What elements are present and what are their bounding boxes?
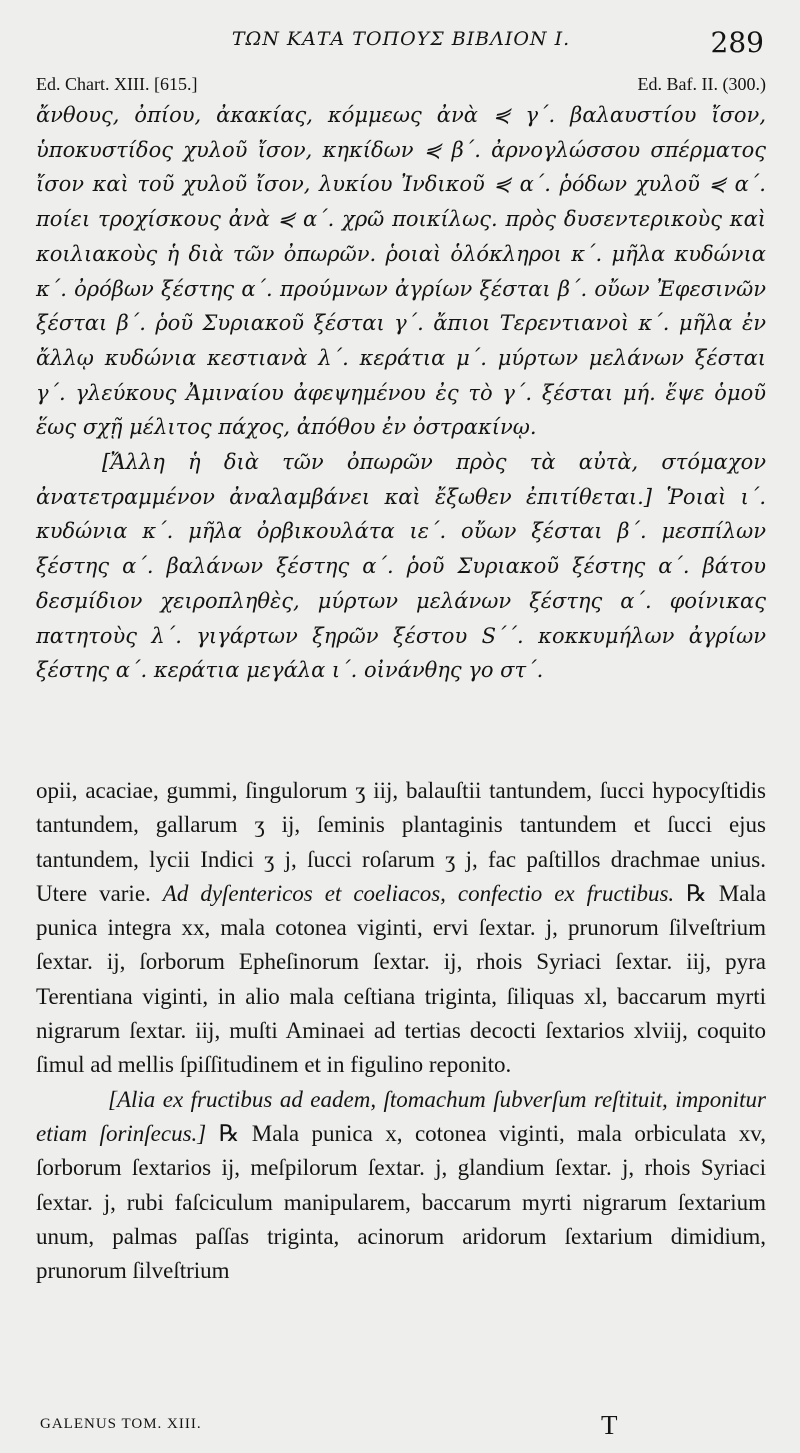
latin-p2-rest: ℞ Mala punica x, cotonea viginti, mala orbiculata xv, ſorborum ſextarios ij, meſpilorum ſextar. j, glandium ſextar. j, rhois Syriaci ſextar. j, rubi faſciculum manipularem, baccarum myrti nigrarum ſextarium unum, palmas paſſas triginta, acinorum aridorum ſextarium dimidium, prunorum ſilveſtrium <box>36 1120 766 1284</box>
latin-p1-rest: ℞ Mala punica integra xx, mala cotonea viginti, ervi ſextar. j, prunorum ſilveſtrium ſextar. ij, ſorborum Epheſinorum ſextar. ij, rhois Syriaci ſextar. iij, pyra Terentiana viginti, in alio mala ceſtiana triginta, ſiliquas xl, baccarum myrti nigrarum ſextar. iij, muſti Aminaei ad tertias decocti ſextarios xlviij, coquito ſimul ad mellis ſpiſſitudinem et in figulino reponito. <box>36 880 767 1078</box>
latin-p1-start: opii, acaciae, gummi, ſingulorum ʒ iij, balauſtii tantundem, ſucci hypocyſtidis tantundem, gallarum ʒ ij, ſeminis plantaginis tantundem et ſucci ejus tantundem, lycii Indici ʒ j, ſucci roſarum ʒ j, fac paſtillos drachmae unius. Utere varie. <box>36 778 766 906</box>
latin-paragraph-2 <box>36 1083 766 1289</box>
greek-text <box>36 98 766 688</box>
latin-paragraph-1 <box>36 774 766 1083</box>
running-head <box>36 28 766 62</box>
edition-chart: Ed. Chart. XIII. [615.] <box>36 74 198 94</box>
running-title: ΤΩΝ ΚΑΤΑ ΤΟΠΟΥΣ ΒΙΒΛΙΟΝ Ι. <box>231 28 571 50</box>
page-footer <box>36 1412 766 1442</box>
latin-p1-title: Ad dyſentericos et coeliacos, confectio ex fructibus. <box>162 880 675 906</box>
greek-paragraph-1: ἄνθους, ὀπίου, ἀκακίας, κόμμεως ἀνὰ ⋞ γ΄. βαλαυστίου ἴσον, ὑποκυστίδος χυλοῦ ἴσον, κηκίδων ⋞ β΄. ἀρνογλώσσου σπέρματος ἴσον καὶ τοῦ χυλοῦ ἴσον, λυκίου Ἰνδικοῦ ⋞ α΄. ῥόδων χυλοῦ ⋞ α΄. ποίει τροχίσκους ἀνὰ ⋞ α΄. χρῶ ποικίλως. πρὸς δυσεντερικοὺς καὶ κοιλιακοὺς ἡ διὰ τῶν ὀπωρῶν. ῥοιαὶ ὁλόκληροι κ΄. μῆλα κυδώνια κ΄. ὀρόβων ξέστης α΄. προύμνων ἀγρίων ξέσται β΄. οὔων Ἐφεσινῶν ξέσται β΄. ῥοῦ Συριακοῦ ξέσται γ΄. ἄπιοι Τερεντιανοὶ κ΄. μῆλα ἐν ἄλλῳ κυδώνια κεστιανὰ λ΄. κεράτια μ΄. μύρτων μελάνων ξέσται γ΄. γλεύκους Ἀμιναίου ἀφεψημένου ἐς τὸ γ΄. ξέσται μή. ἕψε ὁμοῦ ἕως σχῇ μέλιτος πάχος, ἀπόθου ἐν ὀστρακίνῳ. <box>36 103 766 440</box>
latin-text <box>36 774 766 1288</box>
page-number: 289 <box>710 26 764 59</box>
edition-references <box>36 74 766 100</box>
greek-paragraph-2: [Ἄλλη ἡ διὰ τῶν ὀπωρῶν πρὸς τὰ αὐτὰ, στόμαχον ἀνατετραμμένον ἀναλαμβάνει καὶ ἔξωθεν ἐπιτίθεται.] Ῥοιαὶ ι΄. κυδώνια κ΄. μῆλα ὀρβικουλάτα ιε΄. οὔων ξέσται β΄. μεσπίλων ξέστης α΄. βαλάνων ξέστης α΄. ῥοῦ Συριακοῦ ξέστης α΄. βάτου δεσμίδιον χειροπληθὲς, μύρτων μελάνων ξέστης α΄. φοίνικας πατητοὺς λ΄. γιγάρτων ξηρῶν ξέστου S΄΄. κοκκυμήλων ἀγρίων ξέστης α΄. κεράτια μεγάλα ι΄. οἰνάνθης γο στ΄. <box>36 450 766 683</box>
edition-basel: Ed. Baf. II. (300.) <box>637 74 766 94</box>
volume-signature: GALENUS TOM. XIII. <box>40 1416 202 1432</box>
book-page <box>36 0 766 1453</box>
gathering-signature: T <box>601 1410 618 1440</box>
latin-p2-title: [Alia ex fructibus ad eadem, ſtomachum ſubverſum reſtituit, imponitur etiam ſorinſecus.] <box>36 1086 766 1146</box>
